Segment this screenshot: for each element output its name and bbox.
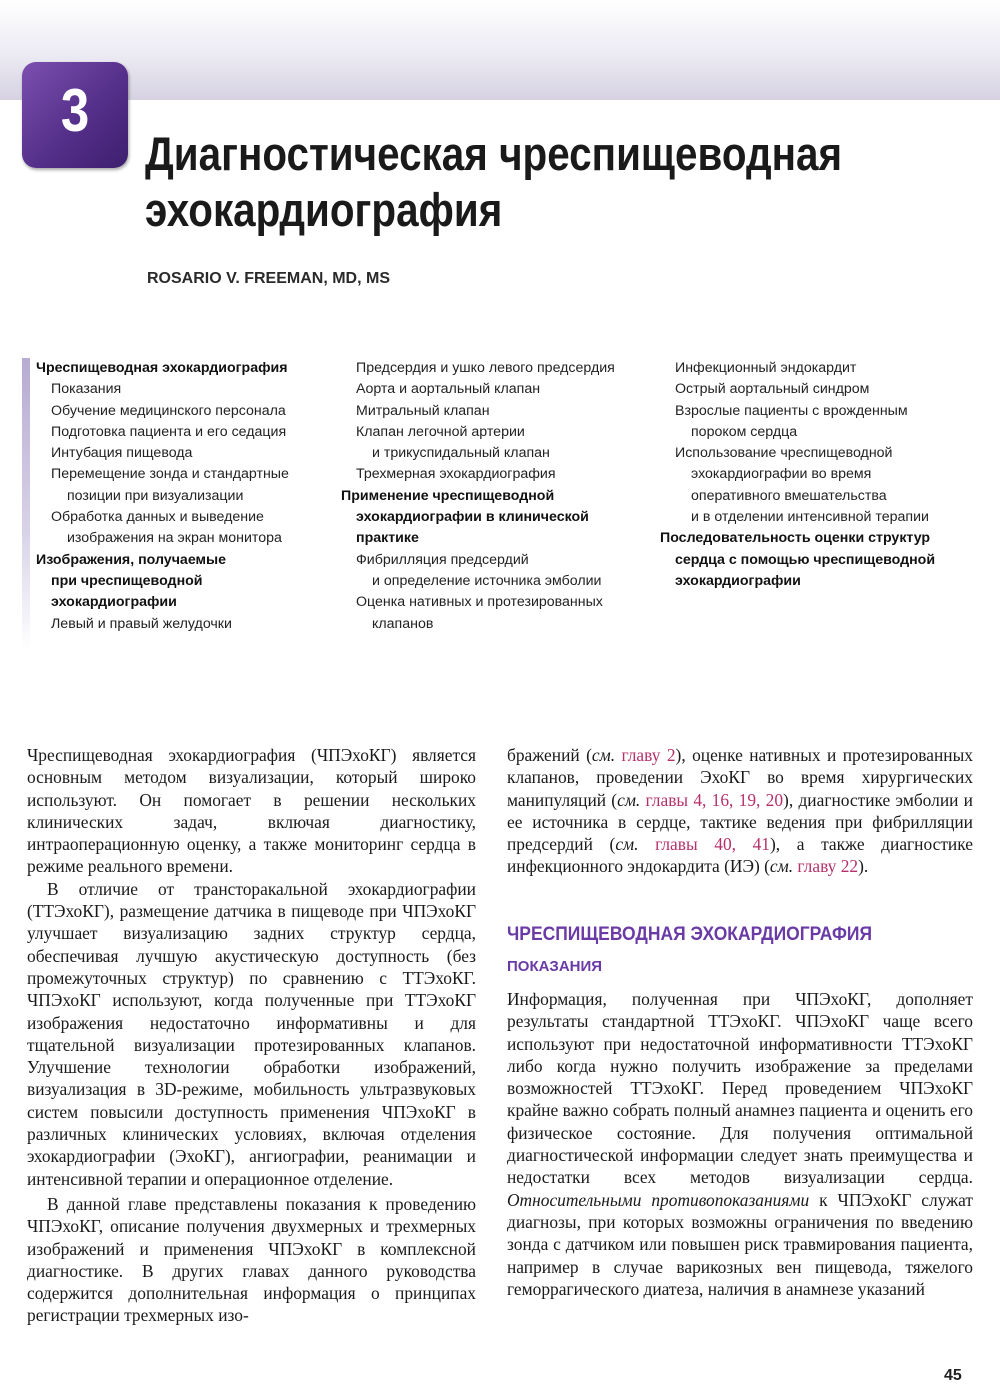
toc-entry: Аорта и аортальный клапан xyxy=(356,381,541,398)
chapters-link[interactable]: главы 4, 16, 19, 20 xyxy=(645,789,784,810)
toc-entry: эхокардиографии xyxy=(675,572,801,589)
text-run: ), диагностике эмболии и ее источника в сердце, тактике ведения при фибрилляции предсердий ( xyxy=(507,789,973,855)
toc-entry: эхокардиографии во время xyxy=(691,466,872,483)
toc-entry: позиции при визуализации xyxy=(67,487,244,504)
toc-entry: практике xyxy=(356,530,419,547)
right-text-column-top xyxy=(507,744,973,878)
section-heading: ЧРЕСПИЩЕВОДНАЯ ЭХОКАРДИОГРАФИЯ xyxy=(507,924,873,945)
toc-entry: сердца с помощью чреспищеводной xyxy=(675,551,936,568)
paragraph-intro: Чреспищеводная эхокардиография (ЧПЭхоКГ) является основным методом визуализации, который широко используют. Он помогает в решении нескольких клинических задач, включая диагностику, интраоперационную оценку, а также мониторинг сердца в режиме реального времени. xyxy=(27,745,476,877)
text-run: к ЧПЭхоКГ служат диагнозы, при которых возможны ограничения по введению зонда с датчиком или повышен риск травмирования пациента, например в случае варикозных вен пищевода, тяжелого геморрагического диатеза, наличия в анамнезе указаний xyxy=(507,1189,973,1299)
toc-entry: Фибрилляция предсердий xyxy=(356,551,529,568)
toc-entry: Подготовка пациента и его седация xyxy=(51,423,287,440)
see-ref: см. xyxy=(769,856,794,877)
italic-term: Относительными противопоказаниями xyxy=(507,1189,810,1210)
toc-entry: Инфекционный эндокардит xyxy=(675,360,857,376)
toc-entry: и определение источника эмболии xyxy=(372,572,602,589)
toc-entry: Предсердия и ушко левого предсердия xyxy=(356,360,615,376)
toc-entry: Применение чреспищеводной xyxy=(341,487,555,504)
subsection-heading: ПОКАЗАНИЯ xyxy=(507,958,603,975)
toc-entry: эхокардиографии xyxy=(51,594,177,611)
paragraph-tte-vs-tee: В отличие от трансторакальной эхокардиографии (ТТЭхоКГ), размещение датчика в пищеводе при ЧПЭхоКГ улучшает визуализацию задних структур сердца, обеспечивая лучшую акустическую доступность (без промежуточных структур) по сравнению с ТТЭхоКГ. ЧПЭхоКГ используют, когда полученные при ТТЭхоКГ изображения недостаточно информативны и для тщательной визуализации протезированных клапанов. Улучшение технологии обработки изображений, визуализация в 3D-режиме, мобильность ультразвуковых систем повысили доступность применения ЧПЭхоКГ в различных клинических условиях, включая отделения эхокардиографии (ЭхоКГ), ангиографии, реанимации и интенсивной терапии и операционное отделение. xyxy=(27,878,476,1189)
toc-entry: и в отделении интенсивной терапии xyxy=(691,509,929,526)
see-ref: см. xyxy=(615,834,639,855)
toc-entry: пороком сердца xyxy=(691,423,798,440)
toc-entry: Последовательность оценки структур xyxy=(660,530,931,547)
toc-entry: изображения на экран монитора xyxy=(67,530,282,547)
text-run: Информация, полученная при ЧПЭхоКГ, дополняет результаты стандартной ТТЭхоКГ. ЧПЭхоКГ чаще всего используют при недостаточной информативности ТТЭхоКГ либо когда нужно получить изображение за пределами возможностей ТТЭхоКГ. Перед проведением ЧПЭхоКГ крайне важно собрать полный анамнез пациента и оценить его физическое состояние. Для получения оптимальной диагностической информации следует знать преимущества и недостатки всех методов визуализации сердца. xyxy=(507,989,973,1188)
toc-column-2 xyxy=(341,358,615,635)
paragraph-chapter-scope: В данной главе представлены показания к проведению ЧПЭхоКГ, описание получения двухмерных и трехмерных изображений и применения ЧПЭхоКГ в комплексной диагностике. В других главах данного руководства содержится дополнительная информация о принципах регистрации трехмерных изо- xyxy=(27,1193,476,1326)
toc-entry: Чреспищеводная эхокардиография xyxy=(36,360,288,376)
paragraph-indications xyxy=(507,988,973,1300)
toc-entry: Взрослые пациенты с врожденным xyxy=(675,402,908,419)
header-band xyxy=(0,0,1000,100)
text-run: ). xyxy=(858,856,869,877)
toc-entry: Использование чреспищеводной xyxy=(675,445,893,462)
toc-entry: оперативного вмешательства xyxy=(691,487,887,504)
chapter-title xyxy=(145,126,842,238)
chapter-number-badge xyxy=(22,62,128,168)
chapter-number: 3 xyxy=(60,77,90,144)
toc-entry: Изображения, получаемые xyxy=(36,551,227,568)
page-number: 45 xyxy=(944,1367,962,1384)
toc-entry: Перемещение зонда и стандартные xyxy=(51,466,289,483)
toc-entry: при чреспищеводной xyxy=(51,572,203,589)
toc-entry: и трикуспидальный клапан xyxy=(372,445,550,462)
text-run: бражений ( xyxy=(507,745,592,765)
toc-entry: Показания xyxy=(51,381,122,398)
text-run: ), оценке нативных и протезированных клапанов, проведении ЭхоКГ во время хирургических манипуляций ( xyxy=(507,745,973,810)
chapter-title-line1: Диагностическая чреспищеводная xyxy=(145,127,843,180)
chapter-title-line2: эхокардиография xyxy=(145,183,503,236)
chapters-link[interactable]: главы 40, 41 xyxy=(655,834,770,855)
toc-entry: Клапан легочной артерии xyxy=(356,423,525,440)
toc-entry: эхокардиографии в клинической xyxy=(356,509,589,526)
see-ref: см. xyxy=(617,789,641,810)
toc-entry: Обучение медицинского персонала xyxy=(51,402,286,419)
toc-entry: Левый и правый желудочки xyxy=(51,615,232,632)
toc-column-3 xyxy=(660,358,935,592)
paragraph-references xyxy=(507,744,973,878)
toc-entry: Интубация пищевода xyxy=(51,445,193,462)
toc-column-1 xyxy=(36,358,289,635)
toc-entry: Митральный клапан xyxy=(356,402,490,419)
toc-entry: Оценка нативных и протезированных xyxy=(356,594,603,611)
see-ref: см. xyxy=(591,745,616,765)
right-text-column-bottom xyxy=(507,988,973,1300)
toc-entry: Трехмерная эхокардиография xyxy=(356,466,556,483)
chapter-link[interactable]: главу 22 xyxy=(797,856,859,877)
toc-accent-bar xyxy=(22,358,30,650)
chapter-link[interactable]: главу 2 xyxy=(621,745,676,765)
toc-entry: Обработка данных и выведение xyxy=(51,509,264,526)
text-run: ), а также диагностике инфекционного эндокардита (ИЭ) ( xyxy=(507,834,973,877)
toc-entry: клапанов xyxy=(372,615,434,632)
chapter-author: ROSARIO V. FREEMAN, MD, MS xyxy=(147,270,390,287)
left-text-column xyxy=(27,744,476,1327)
toc-entry: Острый аортальный синдром xyxy=(675,381,870,398)
